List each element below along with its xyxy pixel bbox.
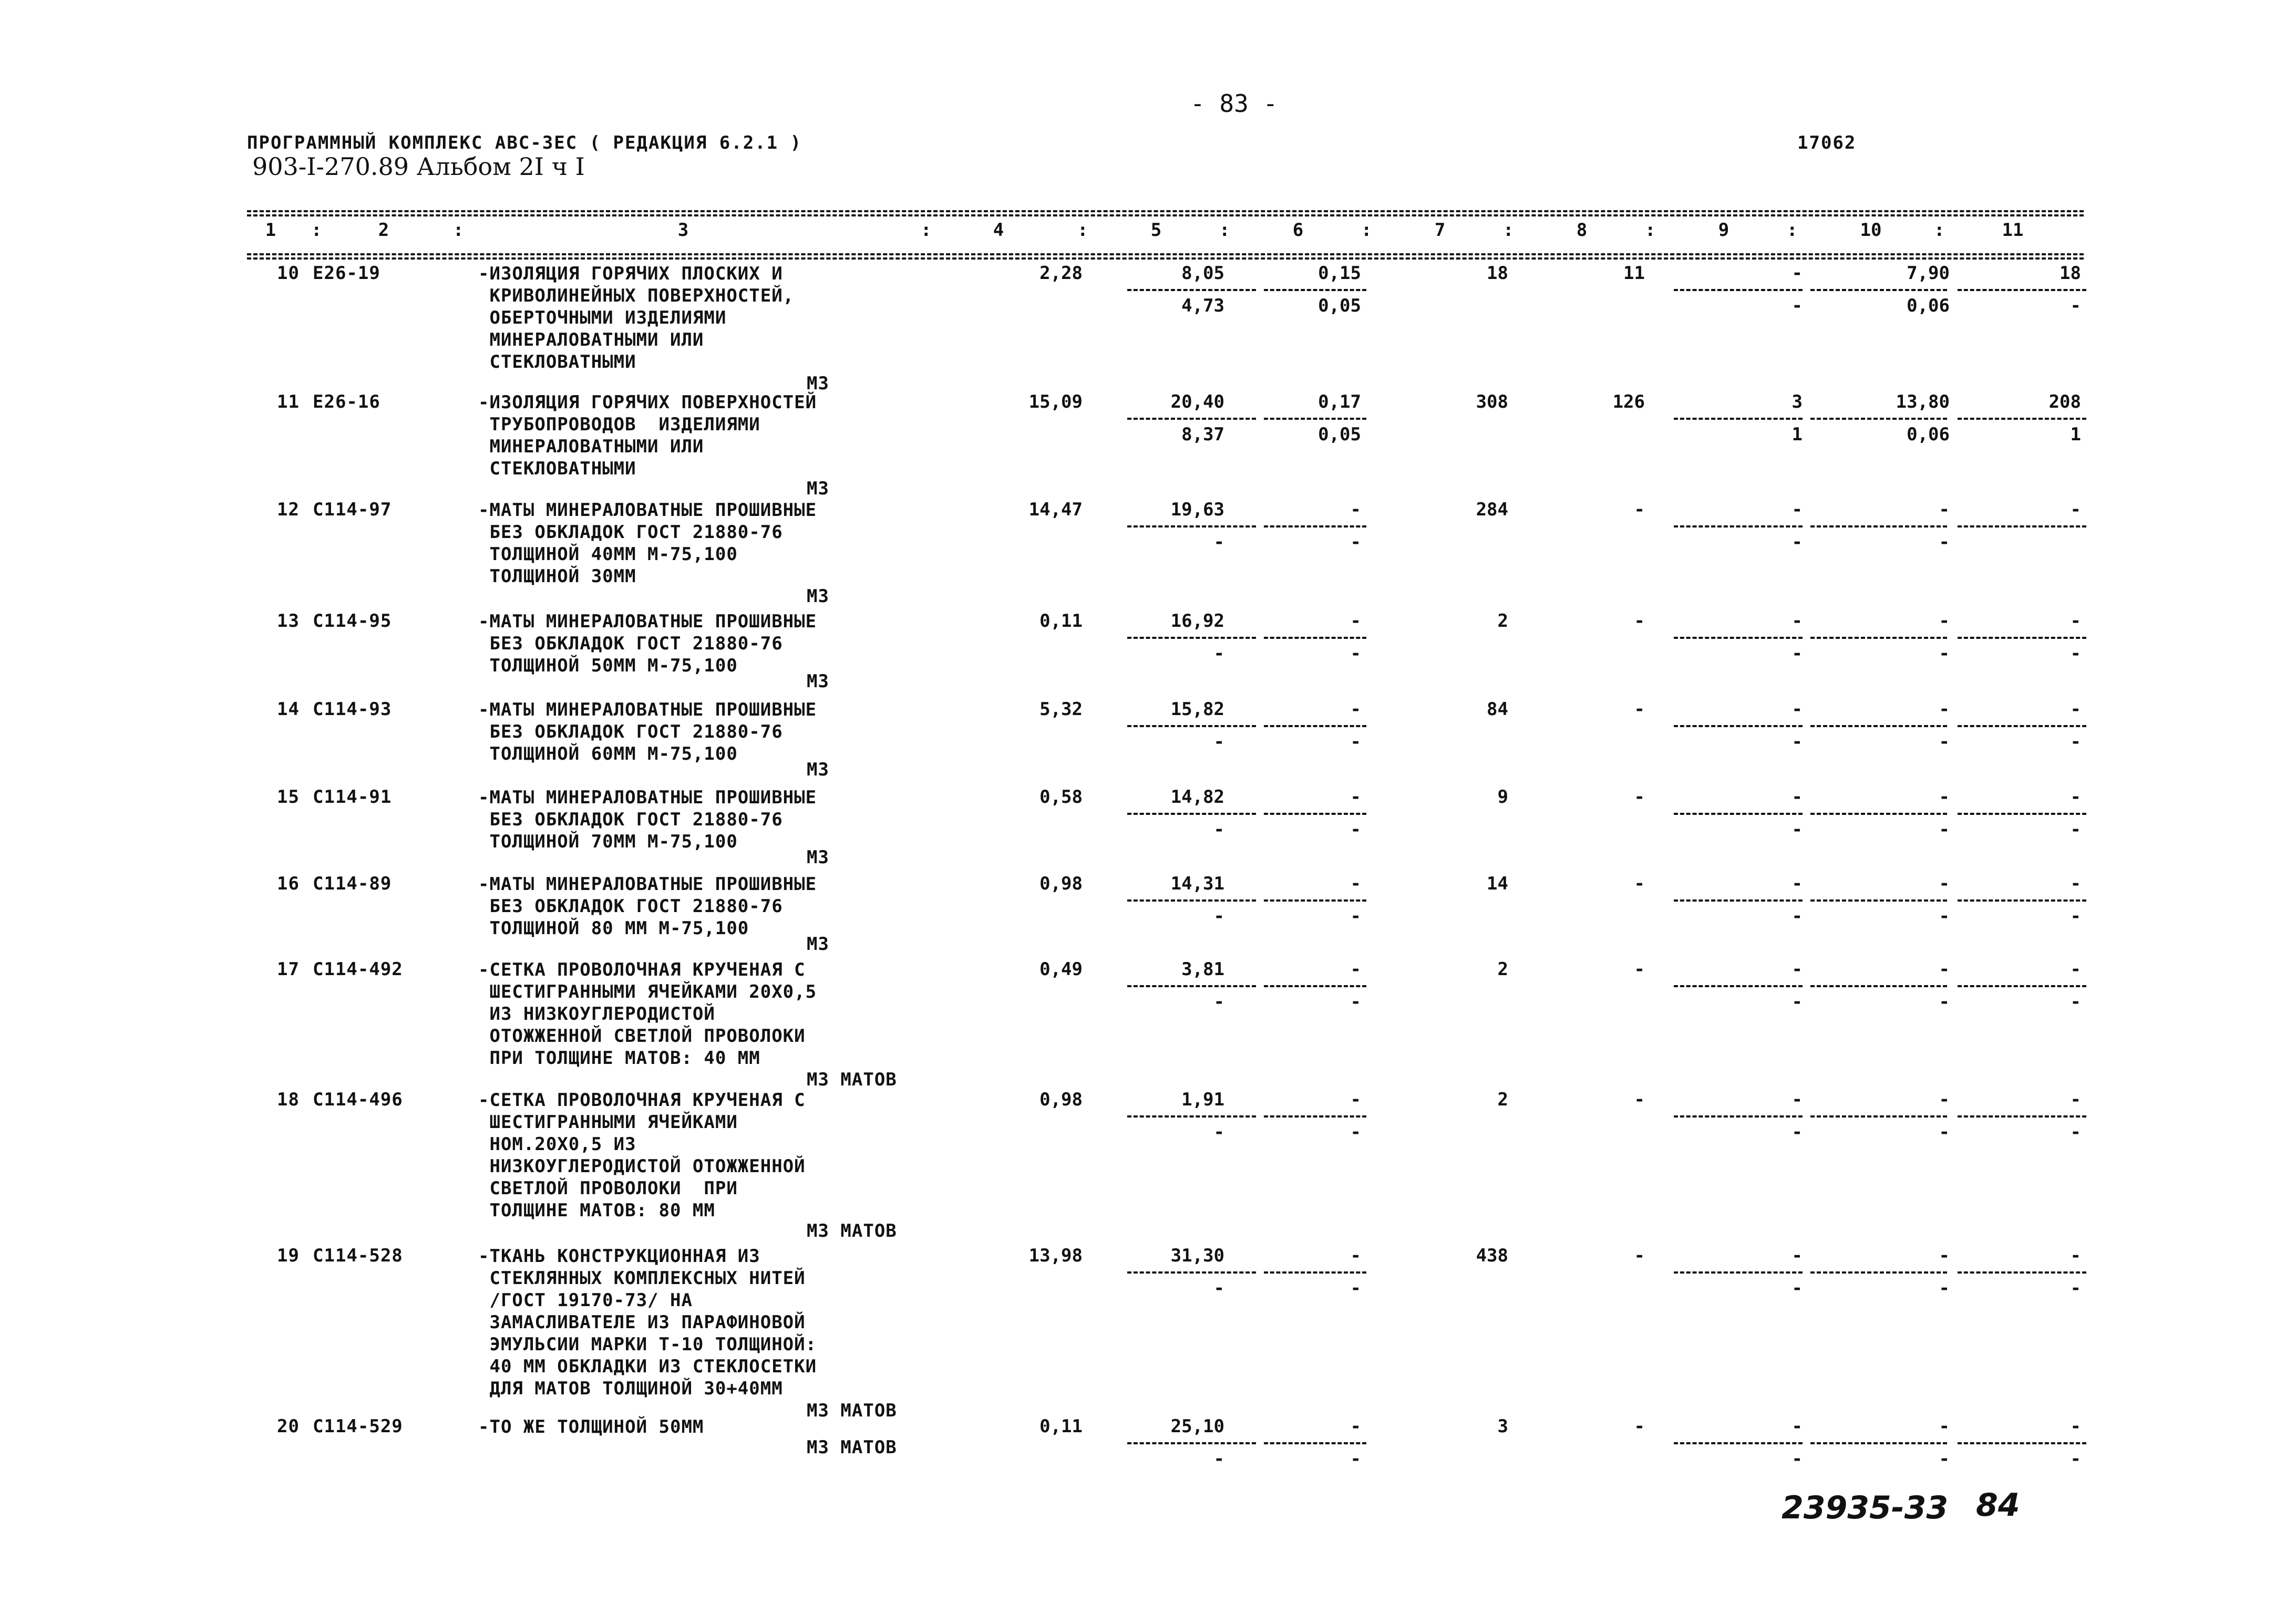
- cell-col10: -: [1939, 959, 1950, 980]
- cell-col11-lower: -: [2070, 643, 2081, 664]
- cell-divider: [1264, 289, 1366, 291]
- cell-col7: 9: [1497, 787, 1508, 808]
- cell-divider: [1810, 1442, 1947, 1444]
- cell-col5-lower: -: [1213, 1449, 1224, 1470]
- stamp-page-number: 84: [1976, 1487, 2020, 1524]
- row-unit: М3: [807, 478, 829, 499]
- col-header-1: 1: [265, 220, 276, 241]
- cell-col11: -: [2070, 611, 2081, 632]
- row-description: -СЕТКА ПРОВОЛОЧНАЯ КРУЧЕНАЯ С ШЕСТИГРАННЫМИ ЯЧЕЙКАМИ НОМ.20Х0,5 ИЗ НИЗКОУГЛЕРОДИСТОЙ ОТОЖЖЕННОЙ СВЕТЛОЙ ПРОВОЛОКИ ПРИ ТОЛЩИНЕ МАТОВ: 80 ММ: [478, 1090, 806, 1221]
- row-unit: М3: [807, 671, 829, 692]
- cell-divider: [1674, 1442, 1803, 1444]
- cell-divider: [1127, 418, 1256, 420]
- col-header-10: 10: [1860, 220, 1882, 241]
- table-top-rule: [247, 210, 2084, 212]
- cell-col7: 3: [1497, 1416, 1508, 1437]
- cell-col6: -: [1350, 1416, 1361, 1437]
- cell-divider: [1127, 525, 1256, 527]
- cell-col4: 0,11: [1039, 611, 1083, 632]
- row-number: 14: [277, 699, 300, 720]
- cell-col11-lower: -: [2070, 1449, 2081, 1470]
- cell-col6: -: [1350, 611, 1361, 632]
- cell-col11-lower: -: [2070, 1278, 2081, 1299]
- cell-divider: [1674, 985, 1803, 987]
- cell-col5-lower: -: [1213, 731, 1224, 752]
- cell-col8: -: [1634, 1416, 1645, 1437]
- cell-col10: -: [1939, 787, 1950, 808]
- page-number: - 83 -: [1190, 89, 1278, 118]
- row-description: -МАТЫ МИНЕРАЛОВАТНЫЕ ПРОШИВНЫЕ БЕЗ ОБКЛАДОК ГОСТ 21880-76 ТОЛЩИНОЙ 70ММ М-75,100: [478, 787, 817, 852]
- row-unit: М3: [807, 586, 829, 607]
- cell-col10-lower: -: [1939, 532, 1950, 553]
- cell-col5: 8,05: [1181, 263, 1224, 284]
- cell-col9-lower: -: [1792, 819, 1803, 840]
- cell-col10-lower: -: [1939, 819, 1950, 840]
- cell-divider: [1958, 1271, 2086, 1274]
- cell-col11-lower: 1: [2070, 424, 2081, 445]
- row-description: -СЕТКА ПРОВОЛОЧНАЯ КРУЧЕНАЯ С ШЕСТИГРАННЫМИ ЯЧЕЙКАМИ 20Х0,5 ИЗ НИЗКОУГЛЕРОДИСТОЙ ОТОЖЖЕННОЙ СВЕТЛОЙ ПРОВОЛОКИ ПРИ ТОЛЩИНЕ МАТОВ: 40 ММ: [478, 959, 817, 1069]
- cell-col5: 19,63: [1170, 499, 1224, 520]
- row-code: С114-529: [313, 1416, 403, 1437]
- cell-col11-lower: -: [2070, 991, 2081, 1012]
- cell-col5-lower: 8,37: [1181, 424, 1224, 445]
- cell-col8: -: [1634, 787, 1645, 808]
- cell-divider: [1264, 1442, 1366, 1444]
- cell-col10-lower: -: [1939, 643, 1950, 664]
- cell-divider: [1958, 725, 2086, 727]
- cell-col11: -: [2070, 873, 2081, 894]
- col-separator: :: [921, 220, 932, 241]
- cell-col5-lower: -: [1213, 643, 1224, 664]
- row-description: -МАТЫ МИНЕРАЛОВАТНЫЕ ПРОШИВНЫЕ БЕЗ ОБКЛАДОК ГОСТ 21880-76 ТОЛЩИНОЙ 50ММ М-75,100: [478, 611, 817, 676]
- cell-col6-lower: -: [1350, 1449, 1361, 1470]
- cell-col8: 126: [1612, 391, 1645, 412]
- cell-col10-lower: -: [1939, 1278, 1950, 1299]
- cell-col5: 14,82: [1170, 787, 1224, 808]
- col-header-6: 6: [1292, 220, 1304, 241]
- col-separator: :: [1219, 220, 1230, 241]
- cell-col6-lower: -: [1350, 906, 1361, 927]
- cell-col8: -: [1634, 699, 1645, 720]
- cell-divider: [1958, 1442, 2086, 1444]
- cell-col5: 25,10: [1170, 1416, 1224, 1437]
- cell-col4: 13,98: [1028, 1245, 1083, 1266]
- cell-divider: [1674, 525, 1803, 527]
- cell-col11: 208: [2048, 391, 2081, 412]
- cell-col9-lower: -: [1792, 1449, 1803, 1470]
- cell-divider: [1810, 725, 1947, 727]
- cell-divider: [1958, 289, 2086, 291]
- cell-col9: -: [1792, 1089, 1803, 1110]
- cell-col5-lower: -: [1213, 1278, 1224, 1299]
- cell-divider: [1674, 637, 1803, 639]
- cell-col6-lower: -: [1350, 819, 1361, 840]
- cell-divider: [1810, 637, 1947, 639]
- cell-col4: 0,49: [1039, 959, 1083, 980]
- cell-col11: -: [2070, 1416, 2081, 1437]
- row-number: 18: [277, 1089, 300, 1110]
- cell-divider: [1264, 525, 1366, 527]
- row-number: 13: [277, 611, 300, 632]
- cell-divider: [1264, 813, 1366, 815]
- cell-divider: [1674, 418, 1803, 420]
- cell-col5-lower: -: [1213, 991, 1224, 1012]
- cell-col11-lower: -: [2070, 906, 2081, 927]
- cell-col10: -: [1939, 611, 1950, 632]
- cell-col8: -: [1634, 1245, 1645, 1266]
- cell-col10: -: [1939, 873, 1950, 894]
- cell-col8: 11: [1623, 263, 1645, 284]
- cell-divider: [1958, 525, 2086, 527]
- row-code: Е26-19: [313, 263, 380, 284]
- cell-divider: [1958, 899, 2086, 902]
- cell-col9: -: [1792, 873, 1803, 894]
- row-unit: М3 МАТОВ: [807, 1069, 897, 1090]
- col-header-7: 7: [1434, 220, 1446, 241]
- cell-col5: 31,30: [1170, 1245, 1224, 1266]
- table-top-rule-2: [247, 214, 2084, 216]
- row-code: С114-91: [313, 787, 392, 808]
- row-code: С114-95: [313, 611, 392, 632]
- cell-divider: [1127, 289, 1256, 291]
- cell-col9: -: [1792, 699, 1803, 720]
- row-unit: М3 МАТОВ: [807, 1220, 897, 1241]
- cell-col9-lower: -: [1792, 295, 1803, 316]
- album-title: 903-I-270.89 Альбом 2I ч I: [252, 152, 585, 181]
- cell-col4: 5,32: [1039, 699, 1083, 720]
- cell-col10: 13,80: [1896, 391, 1950, 412]
- cell-col6: 0,15: [1318, 263, 1361, 284]
- row-description: -ИЗОЛЯЦИЯ ГОРЯЧИХ ПОВЕРХНОСТЕЙ ТРУБОПРОВОДОВ ИЗДЕЛИЯМИ МИНЕРАЛОВАТНЫМИ ИЛИ СТЕКЛОВАТНЫМИ: [478, 392, 817, 479]
- row-code: С114-496: [313, 1089, 403, 1110]
- cell-col10-lower: 0,06: [1907, 295, 1950, 316]
- cell-col4: 2,28: [1039, 263, 1083, 284]
- cell-col10: -: [1939, 499, 1950, 520]
- col-separator: :: [453, 220, 464, 241]
- stamp-code: 23935-33: [1782, 1489, 1949, 1526]
- cell-col5: 1,91: [1181, 1089, 1224, 1110]
- col-separator: :: [1503, 220, 1514, 241]
- cell-divider: [1958, 985, 2086, 987]
- col-header-2: 2: [378, 220, 389, 241]
- cell-divider: [1127, 725, 1256, 727]
- cell-col6: -: [1350, 499, 1361, 520]
- cell-divider: [1127, 813, 1256, 815]
- cell-divider: [1127, 1442, 1256, 1444]
- row-unit: М3: [807, 934, 829, 955]
- row-description: -МАТЫ МИНЕРАЛОВАТНЫЕ ПРОШИВНЫЕ БЕЗ ОБКЛАДОК ГОСТ 21880-76 ТОЛЩИНОЙ 60ММ М-75,100: [478, 699, 817, 764]
- cell-col7: 438: [1476, 1245, 1508, 1266]
- row-number: 20: [277, 1416, 300, 1437]
- row-description: -МАТЫ МИНЕРАЛОВАТНЫЕ ПРОШИВНЫЕ БЕЗ ОБКЛАДОК ГОСТ 21880-76 ТОЛЩИНОЙ 40ММ М-75,100 ТОЛЩИНОЙ 30ММ: [478, 500, 817, 587]
- cell-col8: -: [1634, 873, 1645, 894]
- cell-col11-lower: -: [2070, 1122, 2081, 1143]
- cell-col4: 15,09: [1028, 391, 1083, 412]
- cell-divider: [1810, 899, 1947, 902]
- cell-col9: -: [1792, 263, 1803, 284]
- cell-divider: [1958, 637, 2086, 639]
- cell-col5: 20,40: [1170, 391, 1224, 412]
- col-separator: :: [1361, 220, 1372, 241]
- cell-col6-lower: 0,05: [1318, 295, 1361, 316]
- cell-divider: [1810, 525, 1947, 527]
- row-code: Е26-16: [313, 391, 380, 412]
- cell-divider: [1810, 1115, 1947, 1118]
- table-header-rule: [247, 253, 2084, 255]
- row-description: -ТО ЖЕ ТОЛЩИНОЙ 50ММ: [478, 1416, 704, 1437]
- row-unit: М3: [807, 847, 829, 868]
- cell-col11: -: [2070, 1089, 2081, 1110]
- cell-col6: -: [1350, 959, 1361, 980]
- cell-col6-lower: -: [1350, 991, 1361, 1012]
- cell-col11: -: [2070, 787, 2081, 808]
- cell-col5: 14,31: [1170, 873, 1224, 894]
- cell-divider: [1810, 985, 1947, 987]
- row-code: С114-492: [313, 959, 403, 980]
- cell-col5: 15,82: [1170, 699, 1224, 720]
- cell-col9-lower: 1: [1792, 424, 1803, 445]
- cell-col6-lower: 0,05: [1318, 424, 1361, 445]
- table-header-rule-2: [247, 257, 2084, 260]
- col-separator: :: [1787, 220, 1798, 241]
- row-number: 19: [277, 1245, 300, 1266]
- cell-col7: 2: [1497, 959, 1508, 980]
- cell-col9: -: [1792, 611, 1803, 632]
- cell-divider: [1674, 289, 1803, 291]
- row-code: С114-97: [313, 499, 392, 520]
- cell-col8: -: [1634, 959, 1645, 980]
- cell-divider: [1674, 1271, 1803, 1274]
- cell-col11-lower: -: [2070, 731, 2081, 752]
- cell-col6-lower: -: [1350, 1278, 1361, 1299]
- col-header-11: 11: [2002, 220, 2024, 241]
- cell-col7: 2: [1497, 1089, 1508, 1110]
- cell-col9: -: [1792, 787, 1803, 808]
- col-separator: :: [1934, 220, 1945, 241]
- cell-col11: -: [2070, 1245, 2081, 1266]
- row-unit: М3: [807, 373, 829, 394]
- cell-col9: -: [1792, 499, 1803, 520]
- row-description: -МАТЫ МИНЕРАЛОВАТНЫЕ ПРОШИВНЫЕ БЕЗ ОБКЛАДОК ГОСТ 21880-76 ТОЛЩИНОЙ 80 ММ М-75,100: [478, 874, 817, 939]
- col-separator: :: [1077, 220, 1088, 241]
- cell-col9: 3: [1792, 391, 1803, 412]
- col-header-5: 5: [1150, 220, 1162, 241]
- cell-divider: [1810, 813, 1947, 815]
- row-number: 17: [277, 959, 300, 980]
- cell-col7: 18: [1487, 263, 1508, 284]
- cell-col6: -: [1350, 873, 1361, 894]
- row-code: С114-93: [313, 699, 392, 720]
- cell-divider: [1264, 725, 1366, 727]
- cell-col9-lower: -: [1792, 532, 1803, 553]
- program-header: ПРОГРАММНЫЙ КОМПЛЕКС АВС-3ЕС ( РЕДАКЦИЯ 6.2.1 ): [247, 132, 802, 153]
- cell-divider: [1127, 899, 1256, 902]
- cell-col10-lower: -: [1939, 1122, 1950, 1143]
- row-unit: М3: [807, 759, 829, 780]
- cell-col10: -: [1939, 699, 1950, 720]
- cell-col8: -: [1634, 499, 1645, 520]
- cell-col6-lower: -: [1350, 643, 1361, 664]
- cell-col7: 14: [1487, 873, 1508, 894]
- col-header-4: 4: [993, 220, 1004, 241]
- cell-divider: [1958, 1115, 2086, 1118]
- col-separator: :: [311, 220, 322, 241]
- cell-col7: 284: [1476, 499, 1508, 520]
- cell-col8: -: [1634, 1089, 1645, 1110]
- cell-col6-lower: -: [1350, 1122, 1361, 1143]
- cell-divider: [1810, 289, 1947, 291]
- cell-divider: [1264, 899, 1366, 902]
- cell-col5: 16,92: [1170, 611, 1224, 632]
- col-header-9: 9: [1718, 220, 1729, 241]
- cell-col7: 84: [1487, 699, 1508, 720]
- cell-divider: [1674, 725, 1803, 727]
- cell-col10: -: [1939, 1245, 1950, 1266]
- cell-col4: 14,47: [1028, 499, 1083, 520]
- cell-col5: 3,81: [1181, 959, 1224, 980]
- cell-divider: [1674, 813, 1803, 815]
- cell-col10-lower: -: [1939, 991, 1950, 1012]
- cell-col5-lower: -: [1213, 906, 1224, 927]
- document-code: 17062: [1797, 132, 1857, 153]
- cell-col11-lower: -: [2070, 295, 2081, 316]
- cell-col9-lower: -: [1792, 643, 1803, 664]
- cell-col9: -: [1792, 1416, 1803, 1437]
- cell-col4: 0,58: [1039, 787, 1083, 808]
- col-header-3: 3: [677, 220, 689, 241]
- cell-divider: [1264, 1271, 1366, 1274]
- cell-col6: -: [1350, 1245, 1361, 1266]
- cell-col9-lower: -: [1792, 1122, 1803, 1143]
- cell-col9-lower: -: [1792, 1278, 1803, 1299]
- cell-col6: -: [1350, 1089, 1361, 1110]
- cell-divider: [1264, 418, 1366, 420]
- row-number: 11: [277, 391, 300, 412]
- cell-col7: 2: [1497, 611, 1508, 632]
- cell-col9-lower: -: [1792, 906, 1803, 927]
- cell-col6: 0,17: [1318, 391, 1361, 412]
- cell-col11: 18: [2060, 263, 2081, 284]
- row-unit: М3 МАТОВ: [807, 1437, 897, 1458]
- cell-col6-lower: -: [1350, 731, 1361, 752]
- cell-divider: [1127, 1271, 1256, 1274]
- col-header-8: 8: [1576, 220, 1588, 241]
- row-unit: М3 МАТОВ: [807, 1400, 897, 1421]
- row-description: -ТКАНЬ КОНСТРУКЦИОННАЯ ИЗ СТЕКЛЯННЫХ КОМПЛЕКСНЫХ НИТЕЙ /ГОСТ 19170-73/ НА ЗАМАСЛИВАТЕЛЕ ИЗ ПАРАФИНОВОЙ ЭМУЛЬСИИ МАРКИ Т-10 ТОЛЩИНОЙ: 40 ММ ОБКЛАДКИ ИЗ СТЕКЛОСЕТКИ ДЛЯ МАТОВ ТОЛЩИНОЙ 30+40ММ: [478, 1246, 817, 1399]
- cell-divider: [1674, 899, 1803, 902]
- cell-col4: 0,98: [1039, 1089, 1083, 1110]
- cell-col11: -: [2070, 499, 2081, 520]
- cell-col9: -: [1792, 959, 1803, 980]
- cell-col5-lower: 4,73: [1181, 295, 1224, 316]
- cell-col7: 308: [1476, 391, 1508, 412]
- cell-col10-lower: -: [1939, 906, 1950, 927]
- cell-col10: 7,90: [1907, 263, 1950, 284]
- row-number: 12: [277, 499, 300, 520]
- row-code: С114-89: [313, 873, 392, 894]
- cell-col4: 0,98: [1039, 873, 1083, 894]
- cell-col9: -: [1792, 1245, 1803, 1266]
- col-separator: :: [1645, 220, 1656, 241]
- cell-col5-lower: -: [1213, 1122, 1224, 1143]
- cell-divider: [1264, 1115, 1366, 1118]
- cell-col11-lower: -: [2070, 819, 2081, 840]
- cell-divider: [1127, 637, 1256, 639]
- cell-col10-lower: 0,06: [1907, 424, 1950, 445]
- cell-col5-lower: -: [1213, 819, 1224, 840]
- row-description: -ИЗОЛЯЦИЯ ГОРЯЧИХ ПЛОСКИХ И КРИВОЛИНЕЙНЫХ ПОВЕРХНОСТЕЙ, ОБЕРТОЧНЫМИ ИЗДЕЛИЯМИ МИНЕРАЛОВАТНЫМИ ИЛИ СТЕКЛОВАТНЫМИ: [478, 263, 795, 373]
- cell-col10-lower: -: [1939, 1449, 1950, 1470]
- cell-col8: -: [1634, 611, 1645, 632]
- row-number: 16: [277, 873, 300, 894]
- cell-divider: [1810, 418, 1947, 420]
- row-number: 15: [277, 787, 300, 808]
- cell-col11: -: [2070, 699, 2081, 720]
- cell-col10-lower: -: [1939, 731, 1950, 752]
- cell-col5-lower: -: [1213, 532, 1224, 553]
- cell-divider: [1127, 1115, 1256, 1118]
- cell-col6-lower: -: [1350, 532, 1361, 553]
- cell-divider: [1264, 985, 1366, 987]
- row-code: С114-528: [313, 1245, 403, 1266]
- row-number: 10: [277, 263, 300, 284]
- cell-col9-lower: -: [1792, 991, 1803, 1012]
- cell-col6: -: [1350, 787, 1361, 808]
- cell-col6: -: [1350, 699, 1361, 720]
- cell-divider: [1810, 1271, 1947, 1274]
- cell-divider: [1958, 418, 2086, 420]
- cell-divider: [1958, 813, 2086, 815]
- cell-col11: -: [2070, 959, 2081, 980]
- cell-divider: [1264, 637, 1366, 639]
- cell-col10: -: [1939, 1416, 1950, 1437]
- cell-col4: 0,11: [1039, 1416, 1083, 1437]
- cell-divider: [1127, 985, 1256, 987]
- cell-col9-lower: -: [1792, 731, 1803, 752]
- cell-col10: -: [1939, 1089, 1950, 1110]
- cell-divider: [1674, 1115, 1803, 1118]
